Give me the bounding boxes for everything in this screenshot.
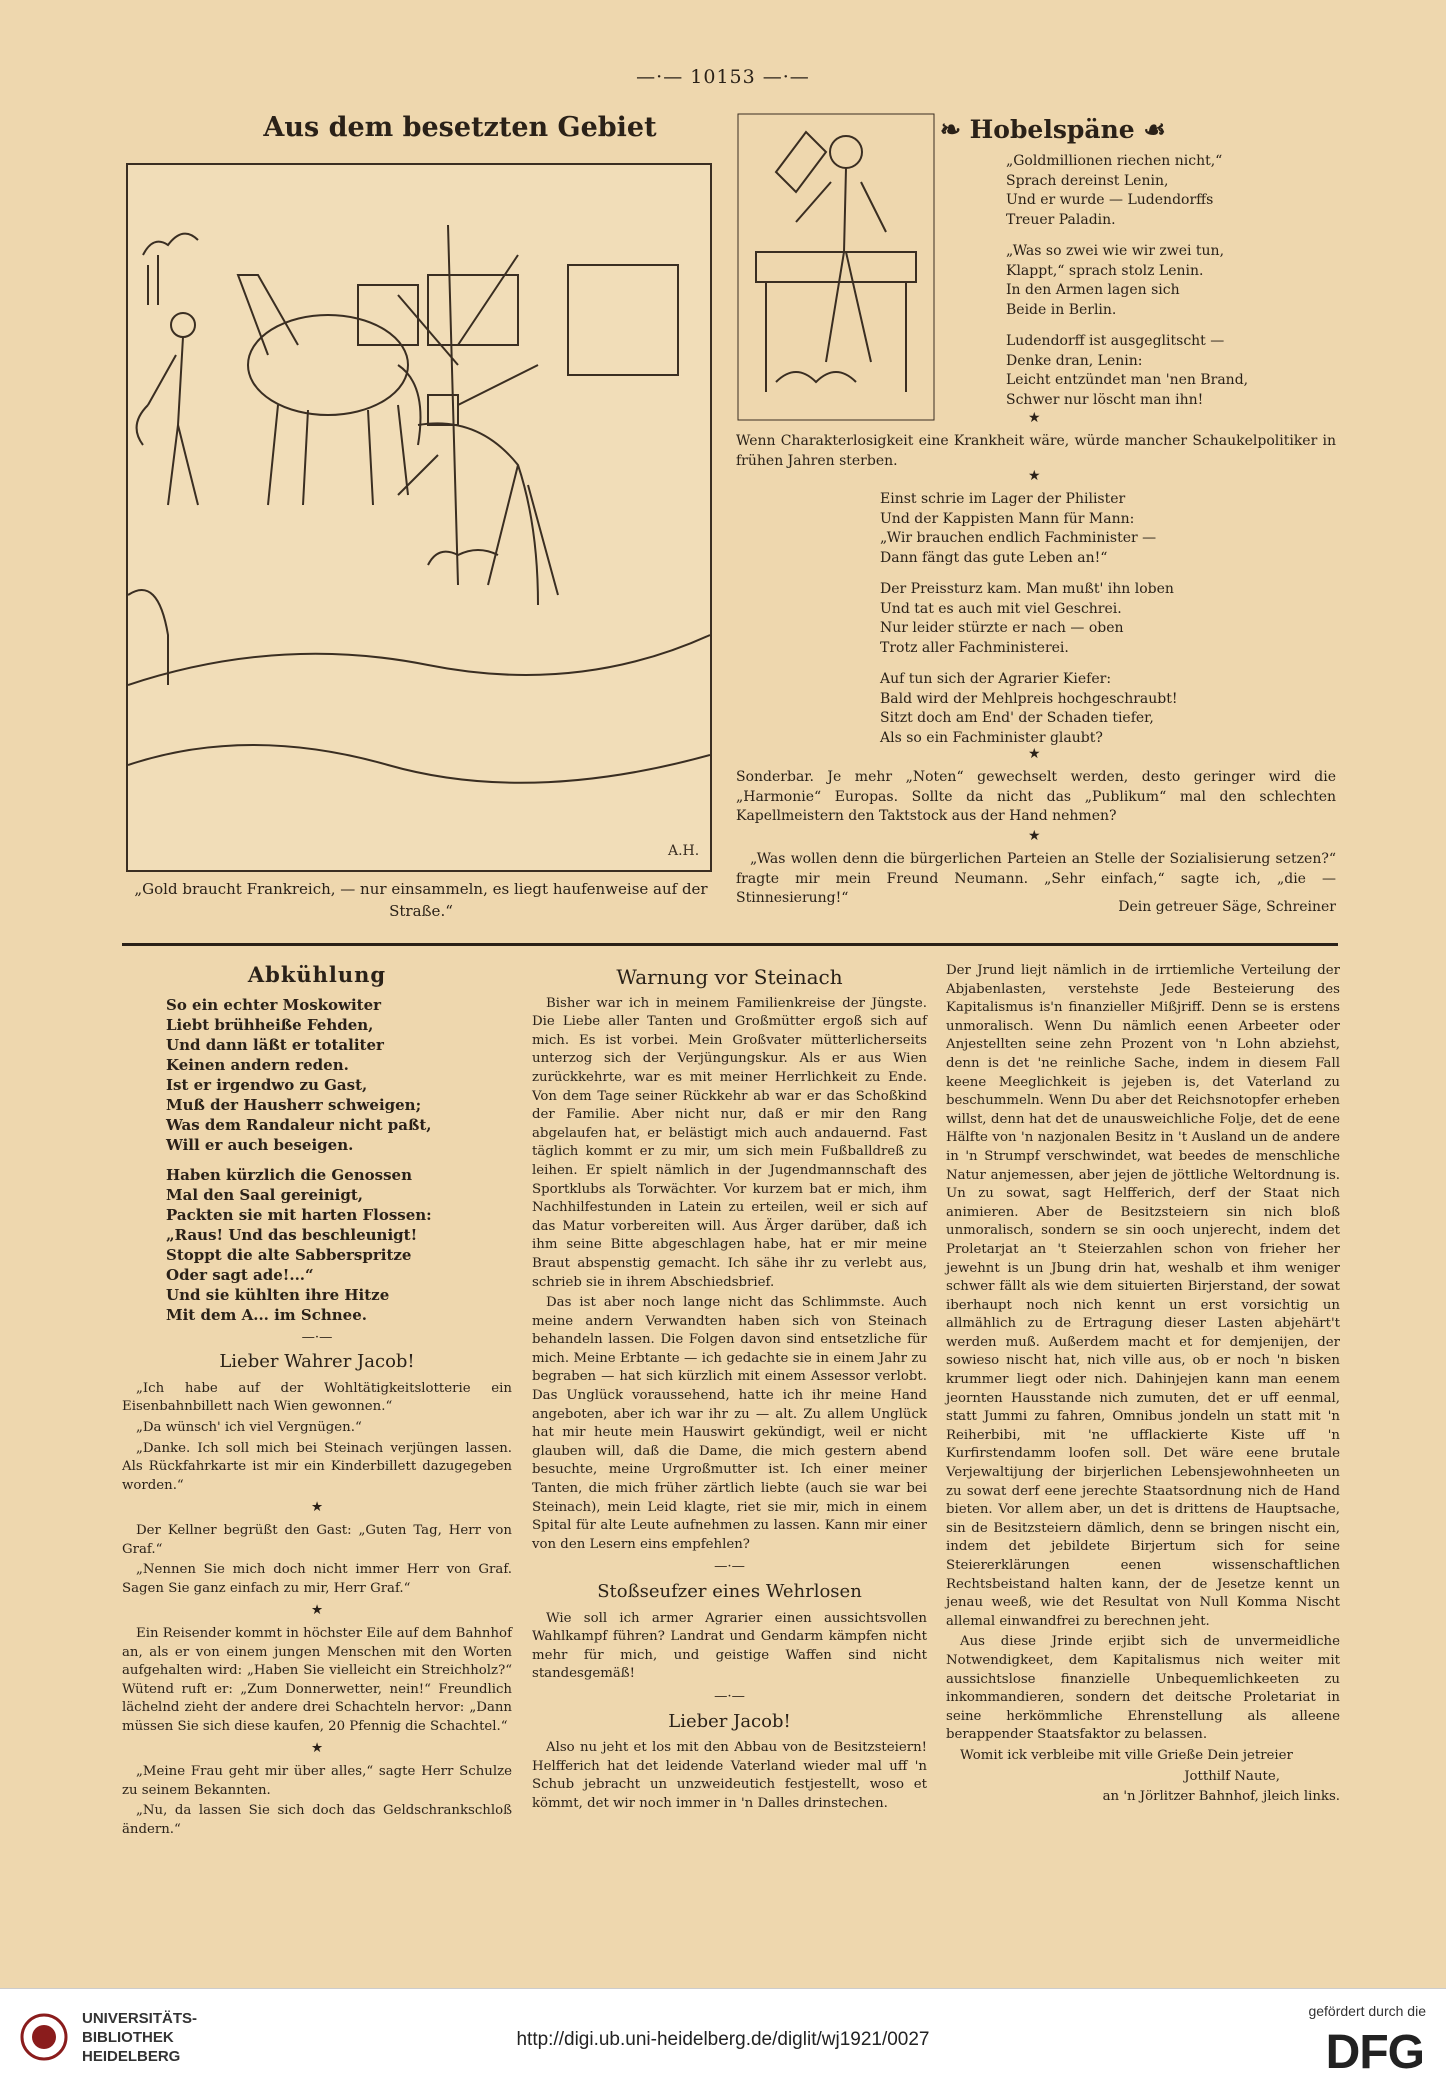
paragraph: Aus diese Jrinde erjibt sich de unvermeidliche Notwendigkeet, dem Kapitalismus nich weiter mit aussichtslose finanzielle Unbequemlichkeeten zu inkommandieren, sondern det deitsche Proletariat in seine herkömmliche Ehrenstellung als alleene berappender Staatsfaktor zu belassen. <box>946 1634 1340 1743</box>
dfg-logo: DFG <box>1325 2026 1424 2079</box>
poem-line: Muß der Hausherr schweigen; <box>166 1095 422 1114</box>
poem-line: Stoppt die alte Sabberspritze <box>166 1245 412 1264</box>
poem-line: Dann fängt das gute Leben an!“ <box>880 549 1108 566</box>
separator-star: ★ <box>1028 828 1041 844</box>
poem-line: Keinen andern reden. <box>166 1055 349 1074</box>
poem-line: Schwer nur löscht man ihn! <box>1006 391 1204 408</box>
library-name-line: UNIVERSITÄTS- <box>82 2010 198 2027</box>
library-name-line: BIBLIOTHEK <box>82 2029 174 2046</box>
poem-line: In den Armen lagen sich <box>1006 282 1180 298</box>
paragraph: Wie soll ich armer Agrarier einen aussichtsvollen Wahlkampf führen? Landrat und Gendarm kämpfen nicht mehr für mich, und geistige Waffen sind nicht standesgemäß! <box>532 1610 927 1682</box>
steinach-title: Warnung vor Steinach <box>616 965 843 989</box>
poem-line: Mit dem A... im Schnee. <box>166 1305 367 1324</box>
poem-line: Denke dran, Lenin: <box>1006 352 1143 369</box>
poem-line: Und dann läßt er totaliter <box>166 1035 384 1054</box>
cartoon-title: Aus dem besetzten Gebiet <box>263 112 657 143</box>
paragraph: „Meine Frau geht mir über alles,“ sagte Herr Schulze zu seinem Bekannten. <box>122 1764 512 1798</box>
poem-stanza <box>880 670 1178 748</box>
poem-line: Oder sagt ade!...“ <box>166 1265 314 1284</box>
hobelspaene-title: ❧ Hobelspäne ☙ <box>940 115 1166 144</box>
paragraph: Bisher war ich in meinem Familienkreise der Jüngste. Die Liebe aller Tanten und Großmütter ergoß sich auf mich. Es ist vorbei. Mein Großvater mütterlicherseits unterzog sich der Verjüngungskur. Als er aus Wien zurückkehrte, war es mit meiner Herrlichkeit zu Ende. Von dem Tage seiner Rückkehr ab war er das Schoßkind der Familie. Aber nicht nur, daß er mir den Rang abgelaufen hat, er belästigt mich auch andauernd. Fast täglich kommt er zu mir, um sich mein Fußballdreß zu leihen. Er spielt nämlich in der Jugendmannschaft des Sportklubs als Torwächter. Vor kurzem bat er mich, ihm Nachhilfestunden in Latein zu erteilen, weil er sich auf das Matur vorbereiten will. Aus Ärger darüber, daß ich ihm seine Bitte abgeschlagen habe, hat er mir meine Braut abspenstig gemacht. Ich sähe ihr zu verlebt aus, schrieb sie in ihrem Abschiedsbrief. <box>532 995 927 1290</box>
aphorism-schaukelpolitiker: Wenn Charakterlosigkeit eine Krankheit wäre, würde mancher Schaukelpolitiker in frühen Jahren sterben. <box>736 433 1336 469</box>
poem-line: Liebt brühheiße Fehden, <box>166 1015 374 1034</box>
section-divider <box>122 943 1338 946</box>
digitization-footer <box>0 1988 1446 2092</box>
column-left <box>122 962 512 1841</box>
source-url-link[interactable]: http://digi.ub.uni-heidelberg.de/diglit/wj1921/0027 <box>516 2029 930 2050</box>
paragraph: Der Kellner begrüßt den Gast: „Guten Tag, Herr von Graf.“ <box>122 1522 512 1557</box>
poem-line: Nur leider stürzte er nach — oben <box>880 620 1124 636</box>
hobelspaene-signature: Dein getreuer Säge, Schreiner <box>1118 899 1336 915</box>
separator-star: ★ <box>311 1603 323 1619</box>
paragraph: „Nennen Sie mich doch nicht immer Herr von Graf. Sagen Sie ganz einfach zu mir, Herr Graf.“ <box>122 1562 512 1596</box>
poem-line: Klappt,“ sprach stolz Lenin. <box>1006 262 1204 279</box>
poem-line: Und sie kühlten ihre Hitze <box>166 1285 390 1304</box>
page-number: —·— 10153 —·— <box>636 66 810 88</box>
poem-line: Bald wird der Mehlpreis hochgeschraubt! <box>880 690 1178 707</box>
poem-line: Will er auch beseigen. <box>166 1135 354 1154</box>
poem-line: Der Preissturz kam. Man mußt' ihn loben <box>880 581 1174 597</box>
section-separator: —·— <box>714 1559 745 1575</box>
poem-line: Als so ein Fachminister glaubt? <box>880 729 1103 746</box>
separator-star: ★ <box>311 1500 323 1516</box>
column-right <box>946 962 1340 1809</box>
poem-line: „Raus! Und das beschleunigt! <box>166 1225 418 1244</box>
poem-line: Mal den Saal gereinigt, <box>166 1185 364 1204</box>
poem-line: Treuer Paladin. <box>1006 211 1116 228</box>
poem-stanza <box>1006 332 1248 410</box>
artist-signature: A.H. <box>668 843 700 859</box>
poem-line: Und tat es auch mit viel Geschrei. <box>880 600 1122 617</box>
poem-line: Auf tun sich der Agrarier Kiefer: <box>880 671 1112 687</box>
poem-line: Und er wurde — Ludendorffs <box>1006 192 1214 208</box>
paragraph: „Da wünsch' ich viel Vergnügen.“ <box>136 1419 362 1435</box>
poem-line: Ist er irgendwo zu Gast, <box>166 1075 368 1094</box>
abkuehlung-title: Abkühlung <box>247 962 387 987</box>
aphorism-stinnesierung: „Was wollen denn die bürgerlichen Parteien an Stelle der Sozialisierung setzen?“ fragte mir mein Freund Neumann. „Sehr einfach,“ sagte ich, „die — Stinnesierung!“ <box>736 851 1336 906</box>
paragraph: Also nu jeht et los mit den Abbau von de Besitzsteiern! Helfferich hat det leidende Vaterland wieder mal uff 'n Schub jebracht un unzweideutich festjestellt, woso et kömmt, det wir noch immer in 'n Dalles drinstechen. <box>532 1740 927 1811</box>
poem-line: So ein echter Moskowiter <box>166 995 382 1014</box>
funding-label: gefördert durch die <box>1308 2003 1426 2019</box>
section-separator: —·— <box>714 1688 745 1704</box>
separator-star: ★ <box>1028 468 1041 484</box>
poem-stanza <box>880 580 1178 658</box>
lieber-jacob-title: Lieber Jacob! <box>668 1710 791 1732</box>
poem-line: „Was so zwei wie wir zwei tun, <box>1006 243 1225 259</box>
letter-signature: Jotthilf Naute, <box>1184 1768 1280 1784</box>
paragraph: „Ich habe auf der Wohltätigkeitslotterie ein Eisenbahnbillett nach Wien gewonnen.“ <box>122 1380 512 1415</box>
column-middle <box>532 966 927 1816</box>
stossseufzer-title: Stoßseufzer eines Wehrlosen <box>597 1581 862 1602</box>
poem-stanza <box>1006 152 1248 230</box>
poem-line: Haben kürzlich die Genossen <box>166 1165 412 1184</box>
poem-line: Was dem Randaleur nicht paßt, <box>166 1115 432 1134</box>
section-separator: —·— <box>301 1329 333 1345</box>
paragraph: „Nu, da lassen Sie sich doch das Geldschrankschloß ändern.“ <box>122 1803 512 1837</box>
paragraph: Womit ick verbleibe mit ville Grieße Dein jetreier <box>960 1747 1293 1763</box>
separator-star: ★ <box>1028 410 1041 426</box>
paragraph: Ein Reisender kommt in höchster Eile auf dem Bahnhof an, als er von einem jungen Menschen mit den Worten aufgehalten wird: „Haben Sie vielleicht ein Streichholz?“ Wütend ruft er: „Zum Donnerwetter, nein!“ Freundlich lächelnd zieht der andere drei Schachteln hervor: „Dann müssen Sie sich diese kaufen, 20 Pfennig die Schachtel.“ <box>122 1625 512 1734</box>
fachminister-poem <box>880 490 1178 760</box>
poem-stanza <box>1006 242 1248 320</box>
poem-line: Sitzt doch am End' der Schaden tiefer, <box>880 710 1154 726</box>
paragraph: Das ist aber noch lange nicht das Schlimmste. Auch meine andern Verwandten haben sich von Steinach behandeln lassen. Die Folgen davon sind entsetzliche für mich. Meine Erbtante — ich gedachte sie in einem Jahr zu begraben — hat sich kürzlich mit einem Assessor verlobt. Das Unglück voraussehend, hatte ich ihr meine Hand angeboten, aber ich war ihr zu — alt. Zu allem Unglück hat mir heute mein Hauswirt gekündigt, weil er nicht glauben will, daß die Dame, die mich gestern abend besuchte, meine Urgroßmutter ist. Ich einer meiner Tanten, die mich früher zärtlich liebte (auch sie war bei Steinach), mein Leid klagte, riet sie mir, mich in einem Spital für alte Leute aufnehmen zu lassen. Kann mir einer von den Lesern eins empfehlen? <box>532 1295 927 1552</box>
separator-star: ★ <box>1028 746 1041 762</box>
poem-line: Und der Kappisten Mann für Mann: <box>880 510 1135 527</box>
cartoon-illustration <box>126 163 712 872</box>
library-name-line: HEIDELBERG <box>82 2048 181 2065</box>
paragraph: Der Jrund liejt nämlich in de irrtiemliche Verteilung der Abjabenlasten, verstehste Jede Besteierung des Kapitalismus is'n finanzieller Mißjriff. Denn se is erstens unmoralisch. Wenn Du nämlich eenen Arbeeter oder Anjestellten seine zehn Prozent von 'n Lohn abziehst, denn is det 'ne reinliche Sache, indem in diesem Fall keene Meeglichkeit is jejeben is, det Vaterland zu beschummeln. Wenn Du aber det Reichsnotopfer erheben willst, denn hat det de unausweichliche Folje, det de eene Hälfte von 'n nazjonalen Besitz in 't Ausland un de andere in 'n Strumpf verschwindet, wat beedes de menschliche Natur anjemessen, aber jejen de jöttliche Weltordnung is. Un zu sowat, sagt Helfferich, derf der Staat nich animieren. Aber de Besitzsteiern sin nich bloß unmoralisch, sondern se sin ooch unjerecht, indem det Proletarjat an 't Steierzahlen schon von frieher her jewehnt is un Jbung drin hat, weshalb et ihm weniger schwer fällt als wie dem situierten Birjerstand, der sowat iberhaupt noch nich kennt un erst vorsichtig un allmählich zu de Ertragung dieser Lasten abjehärt't werden muß. Außerdem macht et for demjenijen, der sowieso nischt hat, nich ville aus, ob er noch 'n bisken krummer liegt oder nich. Dahinjejen kann man eenem jeornten Hausstande nich zumuten, det er uff eenmal, statt Jummi zu fahren, Omnibus jondeln un statt mit 'n Reiherbibi, mit 'ne ufflackierte Kiste uff 'n Kurfirstendamm loofen soll. Det wäre eene brutale Verjewaltijung der birjerlichen Lebensjewohnheeten un zu sowat derf eene jerechte Staatsordnung nich de Hand bieten. Vor allem aber, un det is drittens de Hauptsache, sin de Besitzsteiern dämlich, denn se bringen nischt ein, indem det jebildete Birjertum sich for seine Steiererklärungen eenen wissenschaftlichen Rechtsbeistand halten kann, der de Jesetze kennt un jenau weeß, wie det Resultat von Null Komma Nischt allemal einwandfrei zu berechnen jeht. <box>946 963 1340 1629</box>
poem-line: Beide in Berlin. <box>1006 301 1117 318</box>
letter-signature-location: an 'n Jörlitzer Bahnhof, jleich links. <box>1102 1789 1340 1805</box>
poem-line: „Wir brauchen endlich Fachminister — <box>880 530 1157 546</box>
carpenter-drawing <box>736 112 936 422</box>
poem-line: Trotz aller Fachministerei. <box>880 639 1069 656</box>
poem-stanza <box>880 490 1178 568</box>
letter-title: Lieber Wahrer Jacob! <box>219 1351 415 1373</box>
poem-line: Leicht entzündet man 'nen Brand, <box>1006 372 1249 388</box>
aphorism-kapellmeister: Sonderbar. Je mehr „Noten“ gewechselt werden, desto geringer wird die „Harmonie“ Europas. Sollte da nicht das „Publikum“ mal den schlechten Kapellmeistern den Taktstock aus der Hand nehmen? <box>736 769 1336 824</box>
paragraph: „Danke. Ich soll mich bei Steinach verjüngen lassen. Als Rückfahrkarte ist mir ein Kinderbillett dazugegeben worden.“ <box>122 1440 512 1493</box>
abkuehlung-poem <box>122 995 512 1325</box>
poem-line: Sprach dereinst Lenin, <box>1006 172 1169 189</box>
cartoon-caption: „Gold braucht Frankreich, — nur einsammeln, es liegt haufenweise auf der Straße.“ <box>134 880 708 920</box>
poem-line: Packten sie mit harten Flossen: <box>166 1205 432 1224</box>
cartoon-drawing <box>128 165 710 870</box>
poem-line: „Goldmillionen riechen nicht,“ <box>1006 153 1223 169</box>
poem-line: Einst schrie im Lager der Philister <box>880 491 1126 507</box>
separator-star: ★ <box>311 1741 323 1757</box>
carpenter-illustration <box>736 112 936 422</box>
poem-line: Ludendorff ist ausgeglitscht — <box>1006 333 1225 349</box>
lenin-poem <box>1006 152 1248 422</box>
